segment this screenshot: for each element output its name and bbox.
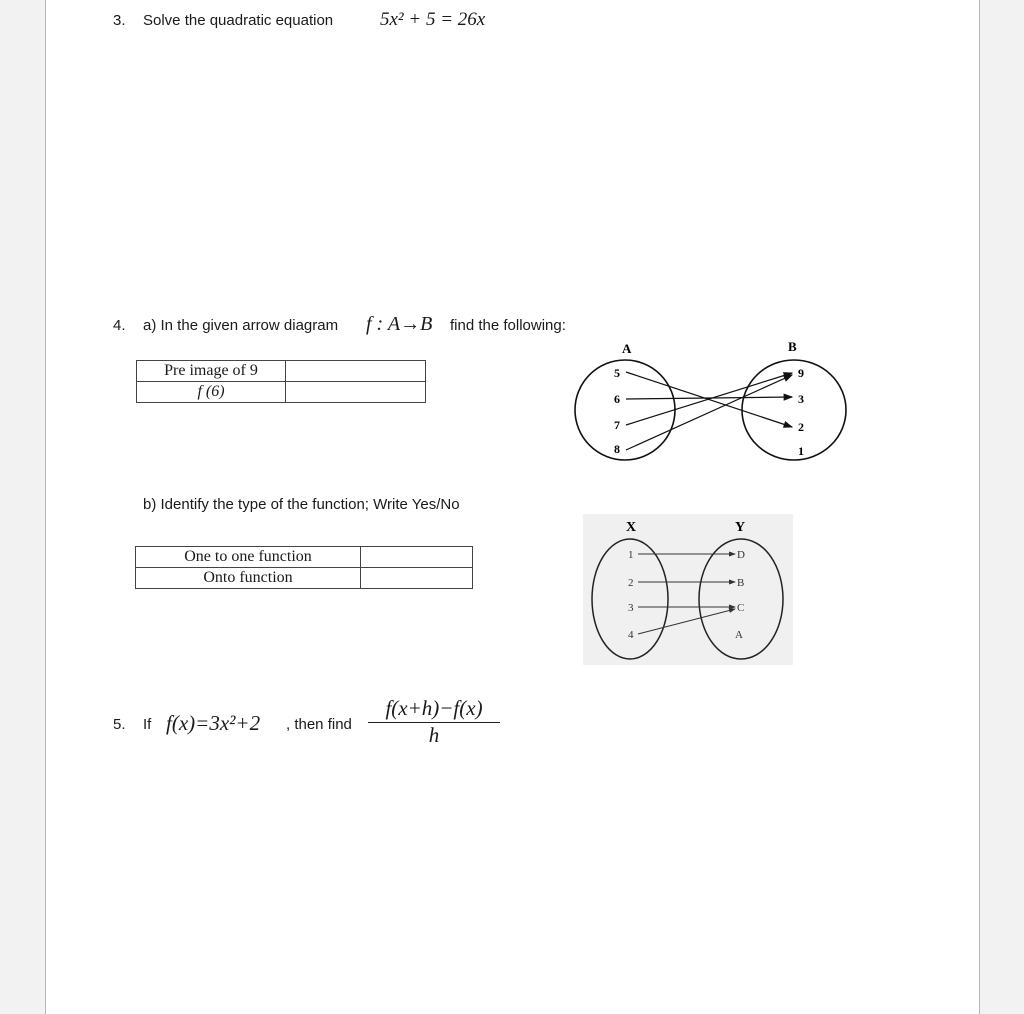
answer-cell[interactable] (361, 568, 473, 589)
set-y-label: Y (735, 520, 746, 535)
set-a-element: 8 (614, 442, 620, 456)
set-x-element: 2 (628, 577, 634, 589)
question-5-prefix: If (143, 716, 152, 733)
question-4b-table (135, 546, 473, 589)
set-b-label: B (788, 339, 797, 354)
question-4a-text: a) In the given arrow diagram (143, 317, 339, 334)
question-4a-text-after: find the following: (450, 317, 566, 334)
arrow-diagram-x-to-y (583, 514, 793, 665)
set-b-element: 3 (798, 392, 804, 406)
set-b-element: 2 (798, 420, 804, 434)
table-cell-label: Onto function (136, 568, 361, 589)
set-y-element: A (735, 629, 743, 641)
set-a-element: 5 (614, 366, 620, 380)
question-4-number: 4. (113, 317, 126, 334)
set-x-element: 3 (628, 602, 634, 614)
set-y-element: B (737, 577, 745, 589)
question-4a-table (136, 360, 426, 403)
table-cell-label: f (6) (137, 382, 286, 403)
set-b-element: 9 (798, 366, 804, 380)
set-a-ellipse (575, 360, 675, 460)
answer-cell[interactable] (361, 547, 473, 568)
set-y-element: D (737, 549, 745, 561)
table-row (136, 547, 473, 568)
table-cell-label: Pre image of 9 (137, 361, 286, 382)
question-5-middle: , then find (286, 716, 352, 733)
question-4a-mapping: f : A→B (366, 313, 433, 335)
set-b-ellipse (742, 360, 846, 460)
set-b-element: 1 (798, 444, 804, 458)
difference-quotient (368, 696, 500, 748)
fraction-denominator: h (428, 723, 440, 747)
table-row (137, 382, 426, 403)
table-row (137, 361, 426, 382)
question-3-text: Solve the quadratic equation (143, 12, 334, 29)
table-cell-label: One to one function (136, 547, 361, 568)
question-3-number: 3. (113, 12, 126, 29)
set-a-label: A (622, 341, 632, 356)
question-5-function: f(x)=3x²+2 (166, 711, 261, 735)
set-a-element: 7 (614, 418, 620, 432)
answer-cell[interactable] (286, 382, 426, 403)
question-3-equation: 5x² + 5 = 26x (380, 9, 486, 30)
mapping-arrow (626, 375, 792, 450)
table-row (136, 568, 473, 589)
set-x-label: X (626, 520, 637, 535)
diagram-background (583, 514, 793, 665)
question-4b-text: b) Identify the type of the function; Write Yes/No (143, 496, 460, 513)
answer-cell[interactable] (286, 361, 426, 382)
arrow-diagram-a-to-b (570, 335, 860, 465)
fraction-numerator: f(x+h)−f(x) (368, 696, 500, 723)
set-y-element: C (737, 602, 745, 614)
set-a-element: 6 (614, 392, 620, 406)
question-5-number: 5. (113, 716, 126, 733)
set-x-element: 4 (628, 629, 634, 641)
set-x-element: 1 (628, 549, 634, 561)
